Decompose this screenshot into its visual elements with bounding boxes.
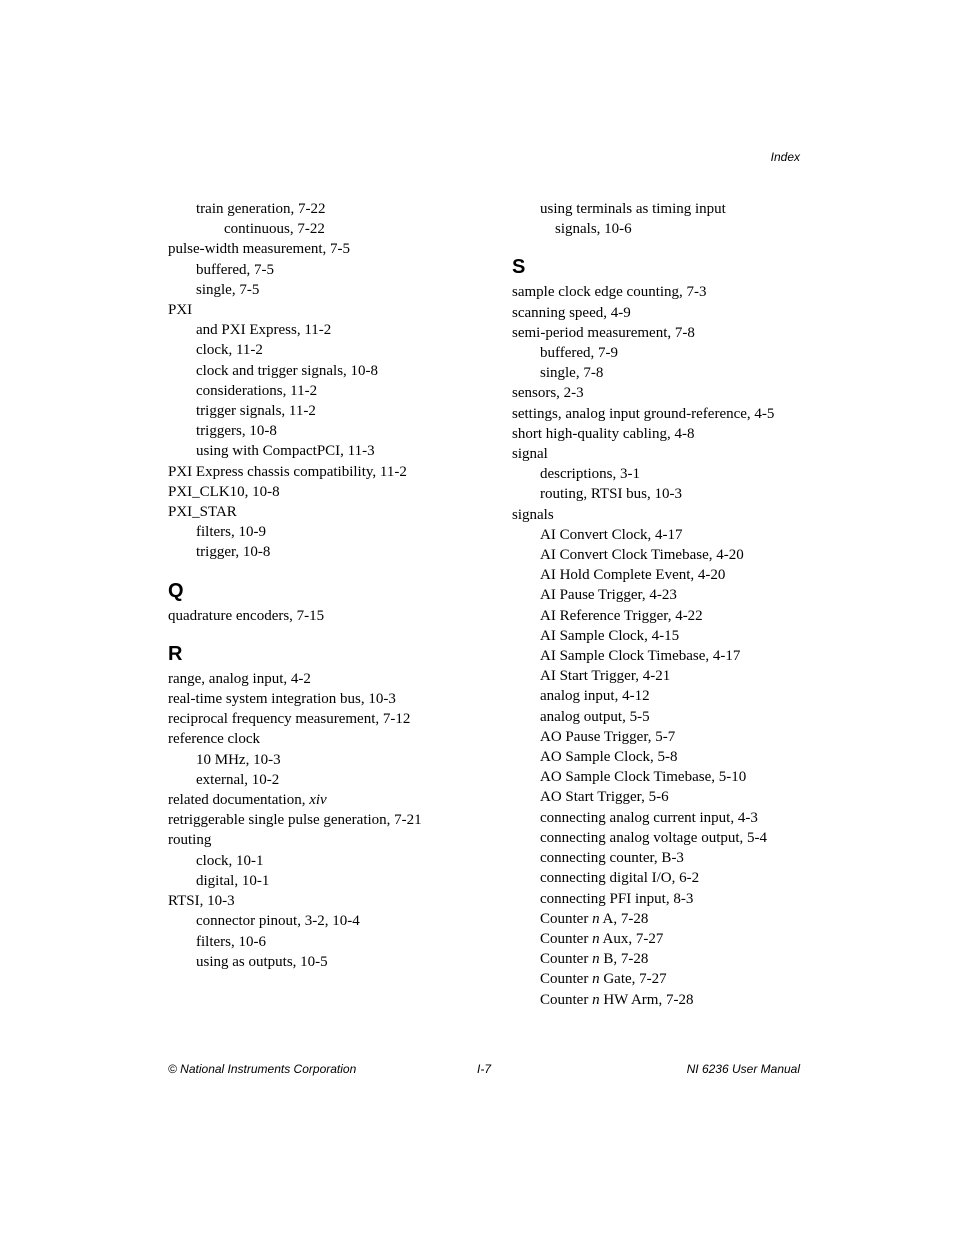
index-subentry bbox=[168, 421, 498, 441]
entry-text: external, 10-2 bbox=[196, 771, 280, 788]
entry-text: AI Convert Clock Timebase, 4-20 bbox=[540, 547, 744, 564]
index-subentry bbox=[168, 851, 498, 871]
entry-text: AI Reference Trigger, 4-22 bbox=[540, 607, 703, 624]
index-entry bbox=[168, 462, 498, 482]
entry-suffix: Gate, 7-27 bbox=[599, 971, 667, 988]
index-entry bbox=[512, 303, 812, 323]
entry-text: RTSI, 10-3 bbox=[168, 893, 235, 910]
entry-text: filters, 10-9 bbox=[196, 524, 266, 541]
index-subentry bbox=[512, 646, 812, 666]
index-subentry bbox=[168, 219, 498, 239]
entry-text: settings, analog input ground-reference, 4-5 bbox=[512, 405, 775, 422]
index-subentry bbox=[168, 911, 498, 931]
entry-text: connecting counter, B-3 bbox=[540, 850, 684, 867]
index-subentry bbox=[512, 565, 812, 585]
index-entry bbox=[168, 482, 498, 502]
entry-text: signal bbox=[512, 446, 548, 463]
index-entry bbox=[168, 239, 498, 259]
index-subentry bbox=[512, 767, 812, 787]
entry-text: semi-period measurement, 7-8 bbox=[512, 324, 695, 341]
entry-text: train generation, 7-22 bbox=[196, 201, 326, 217]
index-entry bbox=[512, 505, 812, 525]
entry-italic: n bbox=[592, 910, 600, 927]
entry-text: Counter bbox=[540, 951, 593, 968]
index-subentry bbox=[168, 932, 498, 952]
index-entry bbox=[168, 891, 498, 911]
entry-text: routing bbox=[168, 832, 212, 849]
running-header: Index bbox=[770, 150, 800, 164]
index-subentry bbox=[512, 747, 812, 767]
index-column-left bbox=[168, 199, 498, 972]
index-entry bbox=[512, 282, 812, 302]
entry-text: clock, 11-2 bbox=[196, 342, 263, 359]
section-letter-s: S bbox=[512, 256, 526, 279]
index-subentry bbox=[512, 868, 812, 888]
entry-italic: n bbox=[592, 951, 600, 968]
index-entry bbox=[168, 709, 498, 729]
entry-text: continuous, 7-22 bbox=[224, 221, 325, 238]
entry-text: related documentation, bbox=[168, 792, 310, 809]
entry-text: using as outputs, 10-5 bbox=[196, 953, 328, 970]
entry-text: PXI Express chassis compatibility, 11-2 bbox=[168, 463, 407, 480]
entry-text: quadrature encoders, 7-15 bbox=[168, 607, 325, 624]
index-subentry bbox=[512, 686, 812, 706]
index-subentry bbox=[168, 340, 498, 360]
index-subentry bbox=[168, 320, 498, 340]
entry-text: short high-quality cabling, 4-8 bbox=[512, 425, 695, 442]
index-entry bbox=[168, 606, 498, 626]
entry-text: clock and trigger signals, 10-8 bbox=[196, 362, 379, 379]
entry-text: PXI_CLK10, 10-8 bbox=[168, 483, 280, 500]
index-subentry bbox=[512, 848, 812, 868]
index-subentry bbox=[512, 949, 812, 969]
index-entry bbox=[168, 689, 498, 709]
index-entry bbox=[512, 383, 812, 403]
index-subentry bbox=[512, 545, 812, 565]
index-column-right bbox=[512, 199, 812, 1010]
index-entry bbox=[512, 444, 812, 464]
index-subentry bbox=[168, 381, 498, 401]
entry-text: sample clock edge counting, 7-3 bbox=[512, 284, 707, 301]
entry-text: pulse-width measurement, 7-5 bbox=[168, 241, 351, 258]
entry-text: real-time system integration bus, 10-3 bbox=[168, 691, 396, 708]
entry-text: Counter bbox=[540, 971, 593, 988]
section-letter-r: R bbox=[168, 642, 183, 665]
index-subentry bbox=[512, 828, 812, 848]
index-subentry bbox=[512, 666, 812, 686]
entry-text: Counter bbox=[540, 991, 593, 1008]
footer-copyright: © National Instruments Corporation bbox=[168, 1062, 357, 1076]
entry-text: AI Sample Clock, 4-15 bbox=[540, 627, 680, 644]
entry-text: using with CompactPCI, 11-3 bbox=[196, 443, 375, 460]
section-letter-q: Q bbox=[168, 579, 184, 602]
index-entry bbox=[168, 729, 498, 749]
entry-text: scanning speed, 4-9 bbox=[512, 304, 631, 321]
index-subentry bbox=[168, 361, 498, 381]
index-subentry bbox=[512, 484, 812, 504]
entry-text: signals, 10-6 bbox=[555, 221, 632, 238]
index-subentry bbox=[512, 969, 812, 989]
entry-text: signals bbox=[512, 506, 554, 523]
entry-text: AO Pause Trigger, 5-7 bbox=[540, 728, 676, 745]
entry-text: reference clock bbox=[168, 731, 261, 748]
entry-text: digital, 10-1 bbox=[196, 872, 270, 889]
index-entry bbox=[512, 404, 812, 424]
entry-text: reciprocal frequency measurement, 7-12 bbox=[168, 711, 411, 728]
index-subentry bbox=[168, 770, 498, 790]
index-subentry bbox=[168, 280, 498, 300]
index-subentry bbox=[168, 401, 498, 421]
index-subentry bbox=[512, 199, 812, 219]
index-subentry bbox=[512, 787, 812, 807]
index-subentry bbox=[512, 343, 812, 363]
entry-text: filters, 10-6 bbox=[196, 933, 266, 950]
entry-text: 10 MHz, 10-3 bbox=[196, 751, 281, 768]
index-entry bbox=[168, 300, 498, 320]
entry-text: AI Pause Trigger, 4-23 bbox=[540, 587, 677, 604]
entry-text: analog input, 4-12 bbox=[540, 688, 650, 705]
entry-text: AI Start Trigger, 4-21 bbox=[540, 668, 671, 685]
index-subentry bbox=[512, 929, 812, 949]
index-subentry bbox=[512, 808, 812, 828]
index-subentry bbox=[512, 889, 812, 909]
index-subentry bbox=[512, 219, 812, 239]
index-subentry bbox=[168, 260, 498, 280]
index-entry bbox=[168, 502, 498, 522]
entry-text: and PXI Express, 11-2 bbox=[196, 322, 332, 339]
page-number: I-7 bbox=[477, 1062, 492, 1076]
entry-italic: n bbox=[592, 971, 600, 988]
entry-text: single, 7-8 bbox=[540, 365, 604, 382]
index-subentry bbox=[512, 363, 812, 383]
index-subentry bbox=[512, 727, 812, 747]
entry-text: connecting PFI input, 8-3 bbox=[540, 890, 694, 907]
index-entry bbox=[168, 669, 498, 689]
entry-text: trigger signals, 11-2 bbox=[196, 403, 316, 420]
entry-text: PXI bbox=[168, 302, 193, 319]
index-subentry bbox=[168, 952, 498, 972]
entry-text: descriptions, 3-1 bbox=[540, 466, 640, 483]
entry-suffix: B, 7-28 bbox=[599, 951, 649, 968]
entry-text: connecting digital I/O, 6-2 bbox=[540, 870, 700, 887]
index-subentry bbox=[168, 871, 498, 891]
index-subentry bbox=[512, 707, 812, 727]
entry-text: considerations, 11-2 bbox=[196, 382, 318, 399]
index-entry bbox=[168, 830, 498, 850]
entry-text: AO Sample Clock Timebase, 5-10 bbox=[540, 769, 747, 786]
index-subentry bbox=[168, 199, 498, 219]
index-subentry bbox=[168, 522, 498, 542]
entry-text: buffered, 7-9 bbox=[540, 345, 619, 362]
entry-text: AI Hold Complete Event, 4-20 bbox=[540, 567, 726, 584]
index-subentry bbox=[168, 542, 498, 562]
index-subentry bbox=[512, 525, 812, 545]
index-subentry bbox=[512, 990, 812, 1010]
entry-suffix: HW Arm, 7-28 bbox=[599, 991, 694, 1008]
index-subentry bbox=[512, 606, 812, 626]
entry-italic: xiv bbox=[309, 792, 327, 809]
index-subentry bbox=[512, 464, 812, 484]
entry-text: Counter bbox=[540, 910, 593, 927]
entry-text: connecting analog voltage output, 5-4 bbox=[540, 829, 768, 846]
entry-text: AO Sample Clock, 5-8 bbox=[540, 749, 678, 766]
index-subentry bbox=[168, 750, 498, 770]
entry-text: PXI_STAR bbox=[168, 504, 237, 521]
entry-text: trigger, 10-8 bbox=[196, 544, 271, 561]
entry-text: AI Convert Clock, 4-17 bbox=[540, 526, 683, 543]
entry-text: clock, 10-1 bbox=[196, 852, 264, 869]
entry-text: analog output, 5-5 bbox=[540, 708, 650, 725]
entry-text: retriggerable single pulse generation, 7-21 bbox=[168, 812, 422, 829]
entry-italic: n bbox=[592, 930, 600, 947]
index-subentry bbox=[512, 626, 812, 646]
index-subentry bbox=[512, 909, 812, 929]
entry-italic: n bbox=[592, 991, 600, 1008]
index-entry bbox=[512, 323, 812, 343]
entry-text: connecting analog current input, 4-3 bbox=[540, 809, 758, 826]
entry-text: connector pinout, 3-2, 10-4 bbox=[196, 913, 360, 930]
entry-text: using terminals as timing input bbox=[540, 201, 726, 217]
entry-suffix: A, 7-28 bbox=[599, 910, 649, 927]
index-entry bbox=[168, 790, 498, 810]
index-subentry bbox=[168, 441, 498, 461]
entry-text: sensors, 2-3 bbox=[512, 385, 584, 402]
entry-text: Counter bbox=[540, 930, 593, 947]
entry-text: AI Sample Clock Timebase, 4-17 bbox=[540, 648, 741, 665]
entry-suffix: Aux, 7-27 bbox=[599, 930, 664, 947]
entry-text: range, analog input, 4-2 bbox=[168, 670, 311, 687]
entry-text: AO Start Trigger, 5-6 bbox=[540, 789, 669, 806]
entry-text: routing, RTSI bus, 10-3 bbox=[540, 486, 683, 503]
entry-text: buffered, 7-5 bbox=[196, 261, 275, 278]
index-entry bbox=[512, 424, 812, 444]
index-entry bbox=[168, 810, 498, 830]
entry-text: triggers, 10-8 bbox=[196, 423, 277, 440]
footer-manual-title: NI 6236 User Manual bbox=[686, 1062, 800, 1076]
index-subentry bbox=[512, 585, 812, 605]
entry-text: single, 7-5 bbox=[196, 281, 260, 298]
